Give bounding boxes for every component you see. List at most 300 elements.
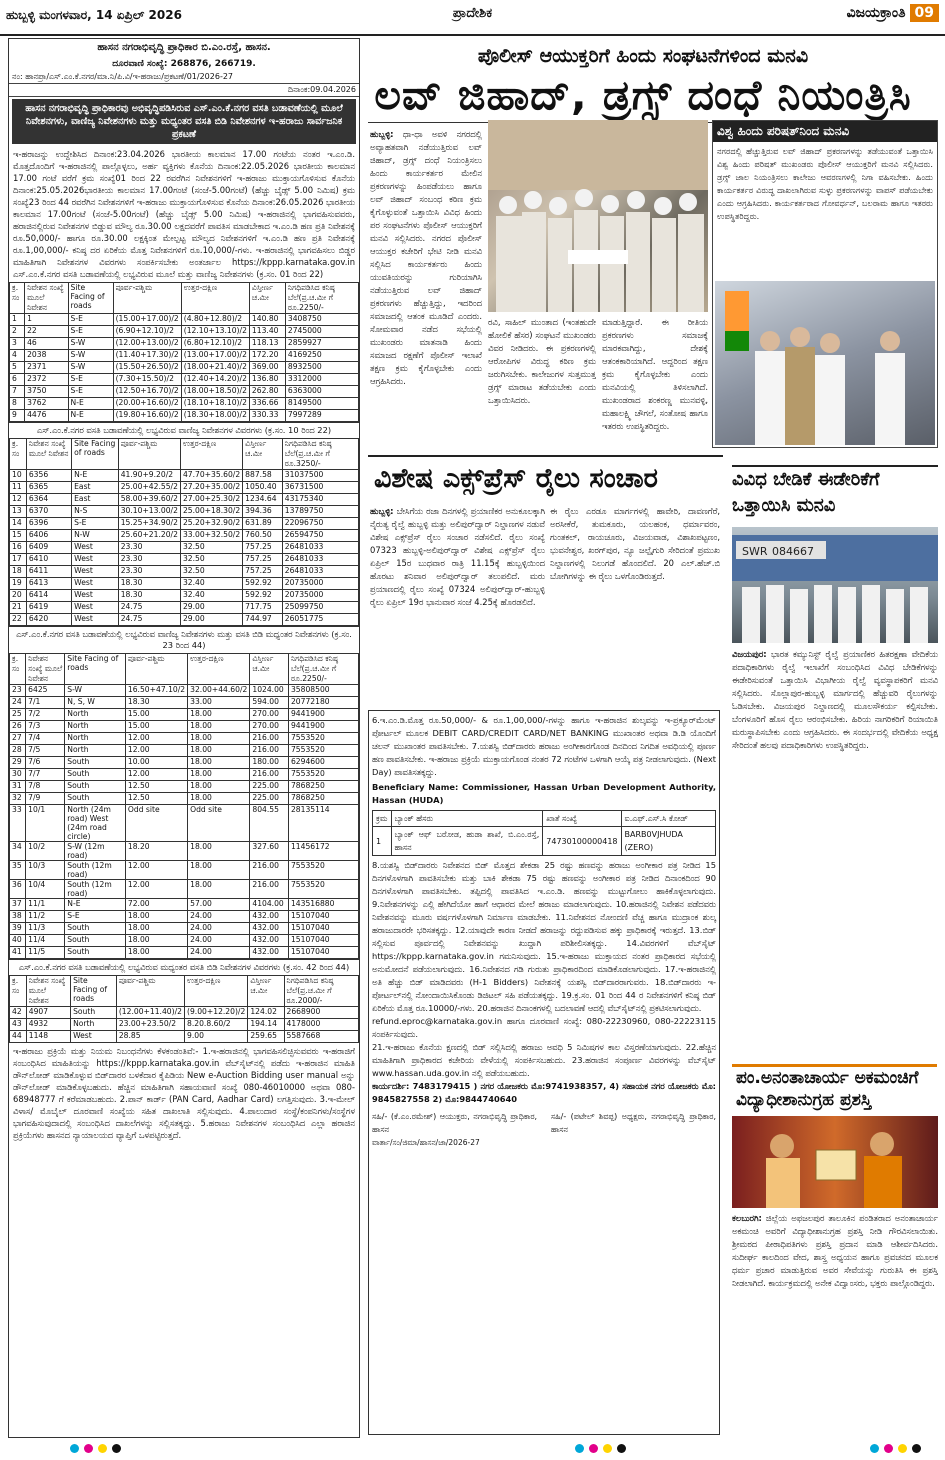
table-cell: 225.00 xyxy=(250,793,289,805)
dot xyxy=(898,1444,907,1453)
table-cell: 6356 xyxy=(26,470,71,482)
sidebar-railway-dateline: ವಿಜಯಪುರ: xyxy=(732,649,767,659)
table-cell: S-E xyxy=(65,911,126,923)
signature-commissioner: ಸಹಿ/- (ಕೆ.ಎಂ.ರಮೇಶ್) ಆಯುಕ್ತರು, ನಗರಾಭಿವೃದ್ಧಿ ಪ್ರಾಧಿಕಾರ, ಹಾಸನ xyxy=(372,1112,538,1134)
table-cell: N, S, W xyxy=(65,697,126,709)
notice2-ref: ವಾರ್ತಾ/ಸಂ/ಜಿಮಾ/ಹಾಸನ/ಜಾ/2026-27 xyxy=(372,1138,480,1147)
table-cell: 18.00 xyxy=(188,733,250,745)
table-cell: 216.00 xyxy=(250,880,289,899)
table-cell: 6364 xyxy=(26,494,71,506)
color-registration-left xyxy=(70,1444,121,1453)
table-cell: 432.00 xyxy=(250,923,289,935)
table-row xyxy=(10,482,359,494)
table-cell: 18.00 xyxy=(188,757,250,769)
table-cell: 18.00 xyxy=(188,861,250,880)
table-cell: 19 xyxy=(10,578,27,590)
table-cell: 46 xyxy=(25,338,68,350)
table-cell: West xyxy=(71,1031,117,1043)
table-cell: 216.00 xyxy=(250,769,289,781)
table-cell: 180.00 xyxy=(250,757,289,769)
notice2-email: refund.eproc@karnataka.gov.in ಹಾಗೂ ದೂರವಾಣಿ ಸಂಖ್ಯೆ: 080-22230960, 080-22223115 ಸಂಪರ್ಕಿಸುವುದು. xyxy=(372,1016,716,1039)
table-cell: East xyxy=(72,482,119,494)
auction-notice xyxy=(8,38,360,1438)
column-header: ವಿಸ್ತೀರ್ಣ ಚ.ಮೀ xyxy=(250,654,289,685)
notice2-contacts: ಕಾರ್ಯದರ್ಶಿ: 7483179415 ) ನಗರ ಯೋಜಕರು ಮೊ:9741938357, 4) ಸಹಾಯಕ ನಗರ ಯೋಜಕರು ಮೊ: 9845827558 2) ಮೊ:9844740640 xyxy=(372,1081,716,1104)
table-cell: 26481033 xyxy=(282,566,358,578)
table-row xyxy=(10,769,359,781)
sidebar-award-text: ಜಿಲ್ಲೆಯ ಅಫಜಲಪುರ ತಾಲೂಕಿನ ಪಂಡಿತರಾದ ಅನಂತಾಚಾರ್ಯ ಅಕಮಂಚಿ ಅವರಿಗೆ ವಿದ್ಯಾಧೀಶಾನುಗ್ರಹ ಪ್ರಶಸ್ತಿ ನೀಡಿ ಗೌರವಿಸಲಾಯಿತು. ಶ್ರೀಮಠದ ಪೀಠಾಧಿಪತಿಗಳು ಪ್ರಶಸ್ತಿ ಪ್ರದಾನ ಮಾಡಿ ಆಶೀರ್ವದಿಸಿದರು. ಸುದೀರ್ಘ ಕಾಲದಿಂದ ವೇದ, ಶಾಸ್ತ್ರ ಅಧ್ಯಯನ ಹಾಗೂ ಪ್ರವಚನದ ಮೂಲಕ ಧರ್ಮ ಪ್ರಚಾರ ಮಾಡುತ್ತಿರುವ ಅವರ ಸೇವೆಯನ್ನು ಗುರುತಿಸಿ ಈ ಪ್ರಶಸ್ತಿ ನೀಡಲಾಗಿದೆ. ಕಾರ್ಯಕ್ರಮದಲ್ಲಿ ಅನೇಕ ವಿದ್ವಾಂಸರು, ಭಕ್ತರು ಪಾಲ್ಗೊಂಡಿದ್ದರು. xyxy=(732,1213,938,1288)
table-cell: 2668900 xyxy=(284,1007,359,1019)
table-cell: 140.80 xyxy=(249,314,285,326)
table-cell: 42 xyxy=(10,1007,27,1019)
table-cell: 8149500 xyxy=(285,398,358,410)
group-photo-illustration xyxy=(488,120,708,312)
notice-footer: ಇ-ಹರಾಜು ಪ್ರಕ್ರಿಯೆ ಮತ್ತು ನಿಯಮ ನಿಬಂಧನೆಗಳು ಕೆಳಕಂಡಂತಿವೆ:- 1.ಇ-ಹರಾಜಿನಲ್ಲಿ ಭಾಗವಹಿಸಲಿಚ್ಛಿಸುವವರು ಇ-ಹರಾಜಿಗೆ ಸಂಬಂಧಿಸಿದ ಮಾಹಿತಿಯನ್ನು https://kppp.karnataka.gov.in ವೆಬ್‌ಸೈಟ್‌ನಲ್ಲಿ ಪಡೆದು ಇ-ಹರಾಜಿನ ಮಾಹಿತಿ ಡೌನ್‌ಲೋಡ್ ಮಾಡಿಕೊಳ್ಳುವ ಬಿಡ್‌ದಾರರ ಬಳಕೆದಾರ ಕೈಪಿಡಿಯ New e-Auction Bidding user manual ಅನ್ನು ಡೌನ್‌ಲೋಡ್ ಮಾಡಿಕೊಳ್ಳಬಹುದು. ಹೆಚ್ಚಿನ ಮಾಹಿತಿಗಾಗಿ ಸಹಾಯವಾಣಿ ಸಂಖ್ಯೆ 080-46010000 ಅಥವಾ 080-68948777 ಗೆ ಕರೆಮಾಡಬಹುದು. 2.ಪಾನ್ ಕಾರ್ಡ್ (PAN Card, Aadhar Card) ಲಗತ್ತಿಸುವುದು. 3.ಇ-ಮೇಲ್ ವಿಳಾಸ/ ಮೊಬೈಲ್ ದೂರವಾಣಿ ಸಂಖ್ಯೆಯ ಸಹಿತ ದಾಖಲಾತಿ ಸಲ್ಲಿಸುವುದು. 4.ಪಾಲುದಾರ ಸಂಸ್ಥೆ/ಕಂಪನಿಗಳು/ಸಂಸ್ಥೆಗಳ ಭಾಗವಹಿಸುವುದಾದಲ್ಲಿ ಸಂಬಂಧಿಸಿದ ದಾಖಲೆಗಳನ್ನು ಸಲ್ಲಿಸತಕ್ಕದ್ದು. 5.ಹರಾಜು ನಿವೇಶನಗಳ ಸಂಬಂಧಿಸಿದ ಎಲ್ಲಾ ಹರಾಜಿನ ಪ್ರಕ್ರಿಯೆಗಳು ಹಾಸನದ ನ್ಯಾಯಾಲಯದ ವ್ಯಾಪ್ತಿಗೆ ಒಳಪಟ್ಟಿರುತ್ತದೆ. xyxy=(13,1046,355,1140)
table-cell: 6419 xyxy=(26,602,71,614)
table-cell: South xyxy=(65,769,126,781)
table-cell: 18.00 xyxy=(125,935,187,947)
table-cell: 6410 xyxy=(26,554,71,566)
table-cell: 12.00 xyxy=(125,769,187,781)
dot xyxy=(617,1444,626,1453)
table-cell: 2 xyxy=(10,326,25,338)
table-cell: 2372 xyxy=(25,374,68,386)
table-cell: 25.00+18.30/2 xyxy=(180,506,242,518)
train-photo-illustration xyxy=(732,527,938,643)
table-cell: 6 xyxy=(10,374,25,386)
table-cell: 31037500 xyxy=(282,470,358,482)
table-cell: South (12m road) xyxy=(65,861,126,880)
table-cell: 36731500 xyxy=(282,482,358,494)
table-cell: 10/4 xyxy=(26,880,65,899)
table-row xyxy=(10,314,359,326)
table-cell: (9.00+12.20)/2 xyxy=(185,1007,248,1019)
table-cell: 432.00 xyxy=(250,911,289,923)
table-row xyxy=(10,518,359,530)
table-cell: 18.00 xyxy=(188,793,250,805)
table-cell: 6294600 xyxy=(288,757,358,769)
table-cell: S-W xyxy=(68,362,113,374)
table-cell: 194.14 xyxy=(248,1019,284,1031)
story2-col1 xyxy=(370,505,545,703)
column-header: ವಿಸ್ತೀರ್ಣ ಚ.ಮೀ xyxy=(243,439,283,470)
table-cell: Odd site xyxy=(125,805,187,842)
table-cell: North (24m road) West (24m road circle) xyxy=(65,805,126,842)
section-intermediate: ಎಸ್.ಎಂ.ಕೆ.ನಗರ ವಸತಿ ಬಡಾವಣೆಯಲ್ಲಿ ಲಭ್ಯವಿರುವ ಮಧ್ಯಂತರ ವಸತಿ ಬಿಡಿ ನಿವೇಶನಗಳ ವಿವರಗಳು (ಕ್ರ.ಸಂ. 42 ರಿಂದ 44) xyxy=(9,959,359,975)
table-cell: 20 xyxy=(10,590,27,602)
table-cell: 15107040 xyxy=(288,923,358,935)
table-cell: 4178000 xyxy=(284,1019,359,1031)
table-cell: 18.00 xyxy=(188,769,250,781)
dot xyxy=(112,1444,121,1453)
notice-meta xyxy=(9,71,359,84)
table-cell: 24.75 xyxy=(118,602,180,614)
column-header: ನಿವೇಶನ ಸಂಖ್ಯೆ ಮೂಲೆ ನಿವೇಶನ xyxy=(26,976,70,1007)
table-cell: 15.25+34.90/2 xyxy=(118,518,180,530)
table-cell: (11.40+17.30)/2 xyxy=(113,350,181,362)
table-cell: 327.60 xyxy=(250,842,289,861)
table-cell: 12.00 xyxy=(125,880,187,899)
table-cell: 34 xyxy=(10,842,26,861)
table-cell: 225.00 xyxy=(250,781,289,793)
table-cell: 216.00 xyxy=(250,733,289,745)
table-cell: 259.65 xyxy=(248,1031,284,1043)
bank-cell: 74730100000418 xyxy=(543,827,621,856)
table-commercial-sites xyxy=(9,438,359,626)
dot xyxy=(603,1444,612,1453)
table-cell: 6420 xyxy=(26,614,71,626)
table-cell: 757.25 xyxy=(243,554,283,566)
table-cell: 6413 xyxy=(26,578,71,590)
column-header: ಪೂರ್ವ-ಪಶ್ಚಿಮ xyxy=(118,439,180,470)
table-cell: 7868250 xyxy=(288,781,358,793)
table-cell: 25 xyxy=(10,709,26,721)
column-header: ಕ್ರ. ಸಂ xyxy=(10,976,27,1007)
table-cell: 30.10+13.00/2 xyxy=(118,506,180,518)
bank-table-row xyxy=(373,827,716,856)
table-cell: 41 xyxy=(10,947,26,959)
table-cell: 43 xyxy=(10,1019,27,1031)
dot xyxy=(884,1444,893,1453)
table-cell: West xyxy=(72,602,119,614)
table-cell: 18.00 xyxy=(188,781,250,793)
table-cell: (18.10+18.10)/2 xyxy=(181,398,249,410)
table-cell: (18.00+21.40)/2 xyxy=(181,362,249,374)
column-header: ಕ್ರ. ಸಂ xyxy=(10,439,27,470)
table-cell: 10/3 xyxy=(26,861,65,880)
table-cell: 10/1 xyxy=(26,805,65,842)
table-cell: 35 xyxy=(10,861,26,880)
table-row xyxy=(10,362,359,374)
table-cell: (12.10+13.10)/2 xyxy=(181,326,249,338)
table-cell: 330.33 xyxy=(249,410,285,422)
table-cell: 13789750 xyxy=(282,506,358,518)
bank-head-cell: ಐ.ಎಫ್.ಎಸ್.ಸಿ ಕೋಡ್ xyxy=(621,811,715,827)
bank-cell: ಬ್ಯಾಂಕ್ ಆಫ್ ಬರೋಡ, ಹುಡಾ ಶಾಖೆ, ಬಿ.ಎಂ.ರಸ್ತೆ, ಹಾಸನ xyxy=(391,827,543,856)
table-cell: 2745000 xyxy=(285,326,358,338)
table-row xyxy=(10,338,359,350)
table-cell: 11/5 xyxy=(26,947,65,959)
table-row xyxy=(10,880,359,899)
table-row xyxy=(10,793,359,805)
table-cell: East xyxy=(72,494,119,506)
table-row xyxy=(10,602,359,614)
table-row xyxy=(10,899,359,911)
bank-head-cell: ಬ್ಯಾಂಕ್ ಹೆಸರು xyxy=(391,811,543,827)
table-row xyxy=(10,947,359,959)
bank-head-cell: ಖಾತೆ ಸಂಖ್ಯೆ xyxy=(543,811,621,827)
story1-headline: ಲವ್ ಜಿಹಾದ್, ಡ್ರಗ್ಸ್ ದಂಧೆ ನಿಯಂತ್ರಿಸಿ xyxy=(374,71,912,119)
table-cell: 28.85 xyxy=(116,1031,184,1043)
table-cell: 11/1 xyxy=(26,899,65,911)
table-cell: 72.00 xyxy=(125,899,187,911)
table-cell: 7/7 xyxy=(26,769,65,781)
table-cell: 18.00 xyxy=(188,709,250,721)
table-cell: 3750 xyxy=(25,386,68,398)
column-header: ನಿವೇಶನ ಸಂಖ್ಯೆ ಮೂಲೆ ನಿವೇಶನ xyxy=(26,654,65,685)
table-cell: N-W xyxy=(72,530,119,542)
sidebar-award-body xyxy=(732,1212,938,1434)
table-cell: 6425 xyxy=(26,685,65,697)
table-cell: South xyxy=(65,923,126,935)
table-cell: 113.40 xyxy=(249,326,285,338)
dot xyxy=(870,1444,879,1453)
beneficiary-name: Beneficiary Name: Commissioner, Hassan Urban Development Authority, Hassan (HUDA) xyxy=(372,782,716,805)
table-cell: 30 xyxy=(10,769,26,781)
table-cell: 20772180 xyxy=(288,697,358,709)
table-cell: 17 xyxy=(10,554,27,566)
table-cell: 1 xyxy=(25,314,68,326)
page-number: 09 xyxy=(910,4,939,22)
table-cell: 29.00 xyxy=(180,602,242,614)
table-cell: 12.50 xyxy=(125,793,187,805)
table-cell: 25.00+42.55/2 xyxy=(118,482,180,494)
table-cell: 2038 xyxy=(25,350,68,362)
table-cell: 592.92 xyxy=(243,578,283,590)
color-registration-center xyxy=(575,1444,626,1453)
table-cell: 22096750 xyxy=(282,518,358,530)
table-cell: 10/2 xyxy=(26,842,65,861)
table-cell: South xyxy=(71,1007,117,1019)
table-cell: 4907 xyxy=(26,1007,70,1019)
table-cell: 18.00 xyxy=(125,911,187,923)
story1-col3: ಮಾಡುತ್ತಿದ್ದಾರೆ. ಈ ರೀತಿಯ ಪ್ರಕರಣಗಳು ಸಮಾಜಕ್ಕೆ ಮಾರಕವಾಗಿದ್ದು, ದೇಶಕ್ಕೆ ಆತಂಕಕಾರಿಯಾಗಿದೆ. ಆದ್ದರಿಂದ ತಕ್ಷಣ ಕ್ರಮ ಕೈಗೊಳ್ಳಬೇಕು ಎಂದು ಮನವಿಯಲ್ಲಿ ತಿಳಿಸಲಾಗಿದೆ. ಮುಖಂಡರಾದ ಶಂಕರಣ್ಣ ಮುನವಳ್ಳಿ, ಮಹಾಲಕ್ಷ್ಮಿ ಚೌಗಲೆ, ಸಂತೋಷ ಹಾಗೂ ಇತರರು ಉಪಸ್ಥಿತರಿದ್ದರು. xyxy=(602,317,708,431)
table-cell: 26 xyxy=(10,721,26,733)
table-cell: 28135114 xyxy=(288,805,358,842)
table-cell: 8932500 xyxy=(285,362,358,374)
table-cell: 47.70+35.60/2 xyxy=(180,470,242,482)
table-cell: 744.97 xyxy=(243,614,283,626)
table-cell: 172.20 xyxy=(249,350,285,362)
table-cell: 23 xyxy=(10,685,26,697)
table-cell: 592.92 xyxy=(243,590,283,602)
table-row xyxy=(10,350,359,362)
table-cell: S-E xyxy=(68,326,113,338)
table-cell: 24.00 xyxy=(188,923,250,935)
award-photo-illustration xyxy=(732,1116,938,1208)
table-row xyxy=(10,410,359,422)
table-cell: 394.36 xyxy=(243,506,283,518)
table-cell: 15 xyxy=(10,530,27,542)
table-cell: 26594750 xyxy=(282,530,358,542)
table-cell: 6370 xyxy=(26,506,71,518)
table-cell: 6406 xyxy=(26,530,71,542)
table-cell: South (12m road) xyxy=(65,880,126,899)
table-row xyxy=(10,506,359,518)
sidebar-railway-text: ಭಾರತ ಕಮ್ಯುನಿಸ್ಟ್ ರೈಲ್ವೆ ಪ್ರಯಾಣಿಕರ ಹಿತರಕ್ಷಣಾ ವೇದಿಕೆಯ ಪದಾಧಿಕಾರಿಗಳು ರೈಲ್ವೆ ಇಲಾಖೆಗೆ ಸಂಬಂಧಿಸಿದ ವಿವಿಧ ಬೇಡಿಕೆಗಳನ್ನು ಈಡೇರಿಸುವಂತೆ ಒತ್ತಾಯಿಸಿ ವಿಭಾಗೀಯ ರೈಲ್ವೆ ವ್ಯವಸ್ಥಾಪಕರಿಗೆ ಮನವಿ ಸಲ್ಲಿಸಿದರು. ಸೊಲ್ಲಾಪುರ-ಹುಬ್ಬಳ್ಳಿ ಮಾರ್ಗದಲ್ಲಿ ಹೆಚ್ಚುವರಿ ರೈಲುಗಳನ್ನು ಓಡಿಸಬೇಕು. ವಿಜಯಪುರ ನಿಲ್ದಾಣದಲ್ಲಿ ಮೂಲಸೌಕರ್ಯ ಕಲ್ಪಿಸಬೇಕು. ಬೆಂಗಳೂರಿಗೆ ಹೊಸ ರೈಲು ಆರಂಭಿಸಬೇಕು. ಹಿರಿಯ ನಾಗರಿಕರಿಗೆ ರಿಯಾಯಿತಿ ಮರುಸ್ಥಾಪಿಸಬೇಕು ಎಂದು ಆಗ್ರಹಿಸಿದರು. ಈ ಸಂದರ್ಭದಲ್ಲಿ ವೇದಿಕೆಯ ಅಧ್ಯಕ್ಷ ಸೇರಿದಂತೆ ಹಲವು ಪದಾಧಿಕಾರಿಗಳು ಉಪಸ್ಥಿತರಿದ್ದರು. xyxy=(732,649,938,750)
table-row xyxy=(10,326,359,338)
table-row xyxy=(10,554,359,566)
table-cell: 41.90+9.20/2 xyxy=(118,470,180,482)
table-cell: 13 xyxy=(10,506,27,518)
story1-photo xyxy=(488,120,708,312)
column-header: Site Facing of roads xyxy=(72,439,119,470)
table-cell: 9 xyxy=(10,410,25,422)
table-cell: (6.80+12.10)/2 xyxy=(181,338,249,350)
table-cell: 270.00 xyxy=(250,709,289,721)
table-cell: 18.20 xyxy=(125,842,187,861)
table-cell: 25099750 xyxy=(282,602,358,614)
table-cell: 6396 xyxy=(26,518,71,530)
table-row xyxy=(10,721,359,733)
table-row xyxy=(10,542,359,554)
table-cell: 32.50 xyxy=(180,542,242,554)
column-header: ಕ್ರ. ಸಂ xyxy=(10,283,25,314)
dot xyxy=(84,1444,93,1453)
signature-chairman: ಸಹಿ/- (ಪಟೇಲ್ ಶಿವಪ್ಪ) ಅಧ್ಯಕ್ಷರು, ನಗರಾಭಿವೃದ್ಧಿ ಪ್ರಾಧಿಕಾರ, ಹಾಸನ xyxy=(550,1112,716,1134)
table-cell: West xyxy=(72,542,119,554)
table-row xyxy=(10,470,359,482)
table-cell: 8.20.8.60/2 xyxy=(185,1019,248,1031)
sidebar-railway-body xyxy=(732,648,938,1056)
table-cell: (12.00+11.40)/2 xyxy=(116,1007,184,1019)
table-cell: 11/4 xyxy=(26,935,65,947)
table-cell: 16.50+47.10/2 xyxy=(125,685,187,697)
table-cell: 804.55 xyxy=(250,805,289,842)
table-cell: 7/2 xyxy=(26,709,65,721)
table-cell: 270.00 xyxy=(250,721,289,733)
column-header: ಉತ್ತರ-ದಕ್ಷಿಣ xyxy=(185,976,248,1007)
story1-dateline: ಹುಬ್ಬಳ್ಳಿ: xyxy=(370,129,394,139)
table-row xyxy=(10,566,359,578)
table-cell: 18.00 xyxy=(125,947,187,959)
table-cell: South xyxy=(65,935,126,947)
table-cell: 3408750 xyxy=(285,314,358,326)
table-cell: (19.80+16.60)/2 xyxy=(113,410,181,422)
table-cell: 124.02 xyxy=(248,1007,284,1019)
table-row xyxy=(10,614,359,626)
table-header xyxy=(10,283,359,314)
table-cell: 32.40 xyxy=(180,578,242,590)
column-header: ಪೂರ್ವ-ಪಶ್ಚಿಮ xyxy=(113,283,181,314)
table-cell: 27 xyxy=(10,733,26,745)
story1-kicker: ಪೊಲೀಸ್ ಆಯುಕ್ತರಿಗೆ ಹಿಂದು ಸಂಘಟನೆಗಳಿಂದ ಮನವಿ xyxy=(477,45,809,67)
header-date: ಹುಬ್ಬಳ್ಳಿ ಮಂಗಳವಾರ, 14 ಏಪ್ರಿಲ್ 2026 xyxy=(6,8,182,22)
table-cell: 10.00 xyxy=(125,757,187,769)
masthead-name: ವಿಜಯಕ್ರಾಂತಿ xyxy=(846,5,906,21)
column-header: ಉತ್ತರ-ದಕ್ಷಿಣ xyxy=(180,439,242,470)
sidebar-vhp-title: ವಿಶ್ವ ಹಿಂದು ಪರಿಷತ್‌ನಿಂದ ಮನವಿ xyxy=(713,121,937,142)
table-cell: 32.50 xyxy=(180,566,242,578)
table-cell: (15.50+26.50)/2 xyxy=(113,362,181,374)
train-number: 084667 xyxy=(772,545,814,558)
table-cell: N-E xyxy=(72,470,119,482)
table-cell: 9441900 xyxy=(288,721,358,733)
table-cell: 8 xyxy=(10,398,25,410)
table-row xyxy=(10,805,359,842)
table-row xyxy=(10,757,359,769)
table-cell: S-E xyxy=(68,374,113,386)
table-cell: 29 xyxy=(10,757,26,769)
table-cell: 12.00 xyxy=(125,733,187,745)
sidebar-railway-title: ವಿವಿಧ ಬೇಡಿಕೆ ಈಡೇರಿಕೆಗೆ ಒತ್ತಾಯಿಸಿ ಮನವಿ xyxy=(732,465,938,523)
table-cell: 18.00 xyxy=(125,923,187,935)
table-cell: N-E xyxy=(65,899,126,911)
table-cell: South xyxy=(65,947,126,959)
table-cell: (13.00+17.00)/2 xyxy=(181,350,249,362)
table-cell: 4104.00 xyxy=(250,899,289,911)
section-title: ಪ್ರಾದೇಶಿಕ xyxy=(452,6,493,21)
table-cell: 4169250 xyxy=(285,350,358,362)
table-cell: (20.00+16.60)/2 xyxy=(113,398,181,410)
column-header: ಉತ್ತರ-ದಕ್ಷಿಣ xyxy=(181,283,249,314)
column-header: Site Facing of roads xyxy=(65,654,126,685)
table-cell: 23.30 xyxy=(118,566,180,578)
sidebar-award-title: ಪಂ.ಅನಂತಾಚಾರ್ಯ ಅಕಮಂಚಿಗೆ ವಿದ್ಯಾಧೀಶಾನುಗ್ರಹ ಪ್ರಶಸ್ತಿ xyxy=(732,1064,937,1112)
table-cell: 32 xyxy=(10,793,26,805)
sidebar-railway-photo xyxy=(732,527,938,643)
table-cell: 631.89 xyxy=(243,518,283,530)
sidebar-vhp xyxy=(712,120,938,448)
table-cell: 757.25 xyxy=(243,542,283,554)
table-cell: 11/3 xyxy=(26,923,65,935)
table-cell: 24.00 xyxy=(188,947,250,959)
table-cell: North xyxy=(65,709,126,721)
column-header: ವಿಸ್ತೀರ್ಣ ಚ.ಮೀ xyxy=(248,976,284,1007)
table-cell: 20735000 xyxy=(282,578,358,590)
story1-col1 xyxy=(370,128,482,440)
table-cell: 39 xyxy=(10,923,26,935)
table-row xyxy=(10,578,359,590)
notice-intro: ಇ-ಹರಾಜನ್ನು ಉದ್ದೇಶಿಸಿದ ದಿನಾಂಕ:23.04.2026 ಭಾರತೀಯ ಕಾಲಮಾನ 17.00 ಗಂಟೆಯ ನಂತರ ಇ.ಎಂ.ಡಿ. ಮೊತ್ತದೊಂದಿಗೆ ಇ-ಹರಾಜಿನಲ್ಲಿ ಪಾಲ್ಗೊಳ್ಳಲು, ಅರ್ಹ ವ್ಯಕ್ತಿಗಳು ಕೊನೆಯ ದಿನಾಂಕ:22.05.2026 ಭಾರತೀಯ ಕಾಲಮಾನ 17.00 ಗಂಟೆ ವರೆಗೆ ಕ್ರಮ ಸಂಖ್ಯೆ01 ರಿಂದ 22 ರವರೆಗಿನ ನಿವೇಶನಗಳಿಗೆ ಇ-ಹರಾಜು ಮುಕ್ತಾಯಗೊಳಿಸುವ ಕೊನೆಯ ದಿನಾಂಕ:25.05.2026ಭಾರತೀಯ ಕಾಲಮಾನ 17.00ಗಂಟೆ (ಸಂಜೆ-5.00ಗಂಟೆ) (ಹೆಚ್ಚು ಬೈಡ್ಸ್ 5.00 ನಿಮಿಷ) ಕ್ರಮ ಸಂಖ್ಯೆ23 ರಿಂದ 44 ರವರೆಗಿನ ನಿವೇಶನಗಳಿಗೆ ಇ-ಹರಾಜು ಮುಕ್ತಾಯಗೊಳಿಸುವ ಕೊನೆಯ ದಿನಾಂಕ:26.05.2026 ಭಾರತೀಯ ಕಾಲಮಾನ 17.00ಗಂಟೆ (ಸಂಜೆ-5.00ಗಂಟೆ) (ಹೆಚ್ಚು ಬೈಡ್ಸ್ 5.00 ನಿಮಿಷ) ಇ-ಹರಾಜಿನಲ್ಲಿ ಭಾಗವಹಿಸುವವರು, ಹರಾಜಿನಲ್ಲಿರುವ ನಿವೇಶನಗಳ ಬಿಡ್ಡುವ ಮೌಲ್ಯ ರೂ.30.00 ಲಕ್ಷದವರೆಗೆ ಪಾವತಿಸ ಮಾಡಬೇಕಾದ ಇ.ಎಂ.ಡಿ ಹಣ ಪ್ರತಿ ನಿವೇಶನಕ್ಕೆ ರೂ.50,000/- ಹಾಗೂ ರೂ.30.00 ಲಕ್ಷಕ್ಕಿಂತ ಮೇಲ್ಪಟ್ಟ ಮೌಲ್ಯದ ನಿವೇಶನಗಳಿಗೆ ಇ.ಎಂ.ಡಿ ಹಣ ಪ್ರತಿ ನಿವೇಶನಕ್ಕೆ ರೂ.1,00,000/- ಕನಿಷ್ಠ ದರ ಏರಿಕೆಯ ಮೊತ್ತ ನಿವೇಶನಗಳಿಗೆ ರೂ.10,000/-ಗಳು. ಇ-ಹರಾಜಿನಲ್ಲಿ ಭಾಗವಹಿಸಲು ಬಿಡ್ಡರ ಮಾಹಿತಿಗಾಗಿ ನಿವೇಶನಗಳ ವಿವರಗಳು ಸಂಪರ್ಕಿಸಬೇಕು ಅಂತರ್ಜಾಲ https://kppp.karnataka.gov.in ಎಸ್.ಎಂ.ಕೆ.ನಗರ ವಸತಿ ಬಡಾವಣೆಯಲ್ಲಿ ಲಭ್ಯವಿರುವ ಮೂಲೆ ಮತ್ತು ವಾಣಿಜ್ಯ ನಿವೇಶನಗಳು (ಕ್ರ.ಸಂ. 01 ರಿಂದ 22) xyxy=(13,149,355,279)
table-cell: 118.13 xyxy=(249,338,285,350)
table-cell: 16 xyxy=(10,542,27,554)
table-row xyxy=(10,398,359,410)
table-cell: 12.00 xyxy=(125,861,187,880)
notice-continuation xyxy=(368,710,720,1435)
table-cell: West xyxy=(72,566,119,578)
table-cell: (18.30+18.00)/2 xyxy=(181,410,249,422)
table-cell: 18 xyxy=(10,566,27,578)
notice2-text3: 21.ಇ-ಹರಾಜು ಕೊನೆಯ ಕ್ಷಣದಲ್ಲಿ ಬಿಡ್ ಸಲ್ಲಿಸಿದಲ್ಲಿ ಹರಾಜು ಅವಧಿ 5 ನಿಮಿಷಗಳ ಕಾಲ ವಿಸ್ತರಣೆಯಾಗುವುದು. 22.ಹೆಚ್ಚಿನ ಮಾಹಿತಿಗಾಗಿ ಪ್ರಾಧಿಕಾರದ ಕಚೇರಿಯ ವೇಳೆಯಲ್ಲಿ ಸಂಪರ್ಕಿಸಬಹುದು. 23.ಹರಾಜಿನ ಸಂಪೂರ್ಣ ವಿವರಗಳನ್ನು ವೆಬ್‌ಸೈಟ್ www.hassan.uda.gov.in ನಲ್ಲಿ ಪಡೆಯಬಹುದು. xyxy=(372,1042,716,1078)
table-cell: 32.40 xyxy=(180,590,242,602)
table-cell: 20735000 xyxy=(282,590,358,602)
table-cell: 26051775 xyxy=(282,614,358,626)
section-commercial: ಎಸ್.ಎಂ.ಕೆ.ನಗರ ವಸತಿ ಬಡಾವಣೆಯಲ್ಲಿ ಲಭ್ಯವಿರುವ ವಾಣಿಜ್ಯ ನಿವೇಶನಗಳ ವಿವರಗಳು (ಕ್ರ.ಸಂ. 10 ರಿಂದ 22) xyxy=(9,422,359,438)
table-cell: 336.66 xyxy=(249,398,285,410)
table-intermediate-sites xyxy=(9,975,359,1043)
table-cell: 4 xyxy=(10,350,25,362)
table-cell: 7/9 xyxy=(26,793,65,805)
table-cell: 7/6 xyxy=(26,757,65,769)
column-header-rate: ನಿಗಧಿಪಡಿಸಿದ ಕನಿಷ್ಠ ಬೆಲೆ(ಪ್ರ.ಚ.ಮೀ ಗೆ ರೂ.3250/- xyxy=(282,439,358,470)
table-cell: 594.00 xyxy=(250,697,289,709)
table-cell: 7553520 xyxy=(288,769,358,781)
table-cell: 43175340 xyxy=(282,494,358,506)
table-cell: 7/4 xyxy=(26,733,65,745)
table-cell: 7/8 xyxy=(26,781,65,793)
notice2-text2: 8.ಯಶಸ್ವಿ ಬಿಡ್‌ದಾರರು ನಿವೇಶನದ ಬಿಡ್ ಮೊತ್ತದ ಶೇಕಡಾ 25 ರಷ್ಟು ಹಣವನ್ನು ಹರಾಜು ಅಂಗೀಕಾರ ಪತ್ರ ನೀಡಿದ 15 ದಿನಗಳೊಳಗಾಗಿ ಪಾವತಿಸಬೇಕು ಮತ್ತು ಬಾಕಿ ಶೇಕಡಾ 75 ರಷ್ಟು ಹಣವನ್ನು ಅಂಗೀಕಾರ ಪತ್ರ ನೀಡಿದ ದಿನಾಂಕದಿಂದ 90 ದಿನಗಳೊಳಗಾಗಿ ಪಾವತಿಸಬೇಕು. ತಪ್ಪಿದಲ್ಲಿ ಪಾವತಿಸಿದ ಇ.ಎಂ.ಡಿ. ಹಣವನ್ನು ಮುಟ್ಟುಗೋಲು ಹಾಕಿಕೊಳ್ಳಲಾಗುವುದು. 9.ನಿವೇಶನಗಳನ್ನು ಎಲ್ಲಿ ಹೇಗಿದೆಯೋ ಹಾಗೆ ಆಧಾರದ ಮೇಲೆ ಹರಾಜು ಮಾಡಲಾಗುವುದು. 10.ಹರಾಜಿನಲ್ಲಿ ನಿವೇಶನ ಪಡೆದವರು ನಿವೇಶನವನ್ನು ಮೂರು ವರ್ಷಗಳೊಳಗಾಗಿ ನಿರ್ಮಾಣ ಮಾಡಬೇಕು. 11.ನಿವೇಶನದ ನೋಂದಣಿ ವೆಚ್ಚ ಹಾಗೂ ಮುದ್ರಾಂಕ ಶುಲ್ಕ ಹರಾಜುದಾರರೇ ಭರಿಸತಕ್ಕದ್ದು. 12.ಯಾವುದೇ ಕಾರಣ ನೀಡದೆ ಹರಾಜನ್ನು ರದ್ದುಪಡಿಸುವ ಹಕ್ಕು ಪ್ರಾಧಿಕಾರಕ್ಕೆ ಇರುತ್ತದೆ. 13.ಬಿಡ್ ಸಲ್ಲಿಸುವ ಪೂರ್ವದಲ್ಲಿ ನಿವೇಶನವನ್ನು ಖುದ್ದಾಗಿ ಪರಿಶೀಲಿಸತಕ್ಕದ್ದು. 14.ವಿವರಗಳಿಗೆ ವೆಬ್‌ಸೈಟ್ https://kppp.karnataka.gov.in ಗಮನಿಸುವುದು. 15.ಇ-ಹರಾಜು ಮುಕ್ತಾಯದ ನಂತರ ಪ್ರಾಧಿಕಾರದ ಸಭೆಯಲ್ಲಿ ಅನುಮೋದನೆ ಪಡೆಯಲಾಗುವುದು. 16.ನಿವೇಶನದ ಗಡಿ ಗುರುತು ಪ್ರಾಧಿಕಾರದಿಂದ ಮಾಡಿಕೊಡಲಾಗುವುದು. 17.ಇ-ಹರಾಜಿನಲ್ಲಿ ಅತಿ ಹೆಚ್ಚು ಬಿಡ್ ಮಾಡಿದವರು (H-1 Bidders) ನಿವೇಶನಕ್ಕೆ ಯಶಸ್ವಿ ಬಿಡ್‌ದಾರರಾಗುವರು. 18.ಬಿಡ್‌ದಾರರು ಇ-ಪೋರ್ಟಲ್‌ನಲ್ಲಿ ನೋಂದಾಯಿಸಿಕೊಂಡು ಡಿಜಿಟಲ್ ಸಹಿ ಪಡೆಯತಕ್ಕದ್ದು. 19.ಕ್ರ.ಸಂ. 01 ರಿಂದ 44 ರ ನಿವೇಶನಗಳಿಗೆ ಕನಿಷ್ಠ ಬಿಡ್ ಏರಿಕೆಯ ಮೊತ್ತ ರೂ.10000/-ಗಳು. 20.ಹರಾಜಿನ ದಿನಾಂಕಗಳಲ್ಲಿ ಬದಲಾವಣೆ ಆದಲ್ಲಿ ವೆಬ್‌ಸೈಟ್‌ನಲ್ಲಿ ಪ್ರಕಟಿಸಲಾಗುವುದು. xyxy=(372,860,716,1013)
table-cell: 432.00 xyxy=(250,935,289,947)
table-row xyxy=(10,374,359,386)
table-cell: 27.00+25.30/2 xyxy=(180,494,242,506)
table-row xyxy=(10,494,359,506)
table-cell: 9441900 xyxy=(288,709,358,721)
table-cell: 7/1 xyxy=(26,697,65,709)
table-cell: S-W (12m road) xyxy=(65,842,126,861)
table-cell: (18.00+18.50)/2 xyxy=(181,386,249,398)
table-cell: 22 xyxy=(25,326,68,338)
table-cell: 21 xyxy=(10,602,27,614)
table-header xyxy=(10,654,359,685)
table-cell: (12.40+14.20)/2 xyxy=(181,374,249,386)
table-cell: 33.00+32.50/2 xyxy=(180,530,242,542)
table-cell: 24 xyxy=(10,697,26,709)
table-cell: N-S xyxy=(72,506,119,518)
story2-headline: ವಿಶೇಷ ಎಕ್ಸ್‌ಪ್ರೆಸ್ ರೈಲು ಸಂಚಾರ xyxy=(368,455,723,499)
table-cell: 23.30 xyxy=(118,554,180,566)
table-cell: West xyxy=(72,590,119,602)
